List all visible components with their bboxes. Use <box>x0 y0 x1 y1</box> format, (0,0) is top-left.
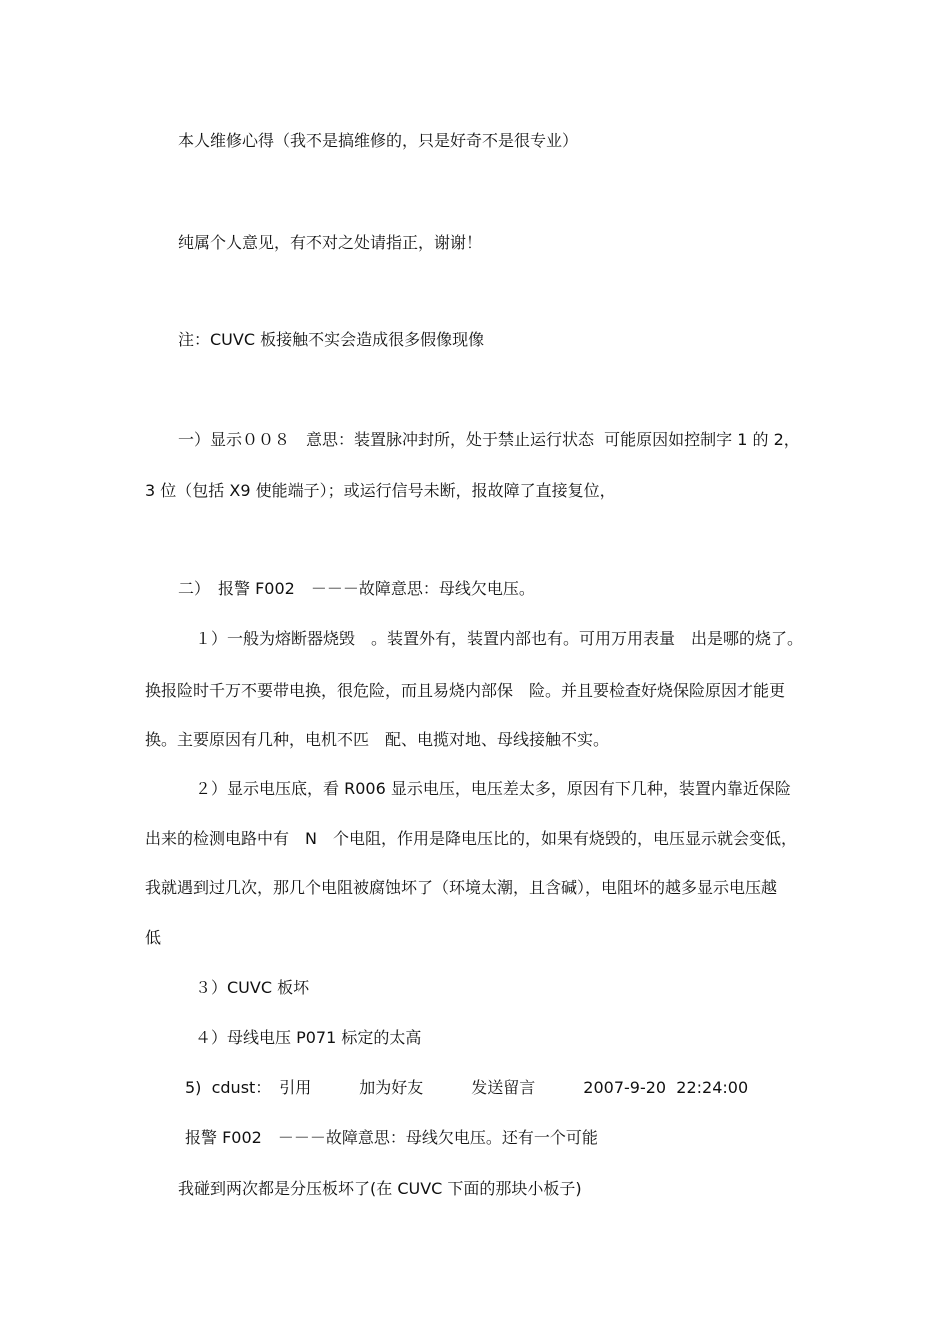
section-one-continuation: 3 位（包括 X9 使能端子）；或运行信号未断，报故障了直接复位， <box>145 481 616 500</box>
item-one-continuation: 换报险时千万不要带电换，很危险，而且易烧内部保 险。并且要检查好烧保险原因才能更 <box>145 681 786 700</box>
reply-line: 报警 F002 －－－故障意思：母线欠电压。还有一个可能 <box>185 1128 598 1147</box>
note-line: 注：CUVC 板接触不实会造成很多假像现像 <box>178 330 485 349</box>
intro-heading: 本人维修心得（我不是搞维修的，只是好奇不是很专业） <box>178 131 579 150</box>
item-four-line: ４）母线电压 P071 标定的太高 <box>195 1028 422 1047</box>
section-two-heading: 二） 报警 F002 －－－故障意思：母线欠电压。 <box>178 579 535 598</box>
item-two-continuation: 低 <box>145 928 162 947</box>
reply-continuation: 我碰到两次都是分压板坏了(在 CUVC 下面的那块小板子) <box>178 1179 582 1198</box>
item-two-line: ２）显示电压底，看 R006 显示电压，电压差太多，原因有下几种，装置内靠近保险 <box>195 779 791 798</box>
item-two-continuation: 出来的检测电路中有 N 个电阻，作用是降电压比的，如果有烧毁的，电压显示就会变低， <box>145 829 797 848</box>
section-one-line: 一）显示００８ 意思：装置脉冲封所，处于禁止运行状态 可能原因如控制字 1 的 2， <box>178 430 800 449</box>
disclaimer-line: 纯属个人意见，有不对之处请指正，谢谢！ <box>178 233 483 252</box>
item-three-line: ３）CUVC 板坏 <box>195 978 310 997</box>
item-one-continuation: 换。主要原因有几种，电机不匹 配、电揽对地、母线接触不实。 <box>145 730 610 749</box>
item-two-continuation: 我就遇到过几次，那几个电阻被腐蚀坏了（环境太潮，且含碱），电阻坏的越多显示电压越 <box>145 878 778 897</box>
item-five-line: 5) cdust： 引用 加为好友 发送留言 2007-9-20 22:24:00 <box>185 1078 749 1097</box>
item-one-line: １）一般为熔断器烧毁 。装置外有，装置内部也有。可用万用表量 出是哪的烧了。 <box>195 629 804 648</box>
